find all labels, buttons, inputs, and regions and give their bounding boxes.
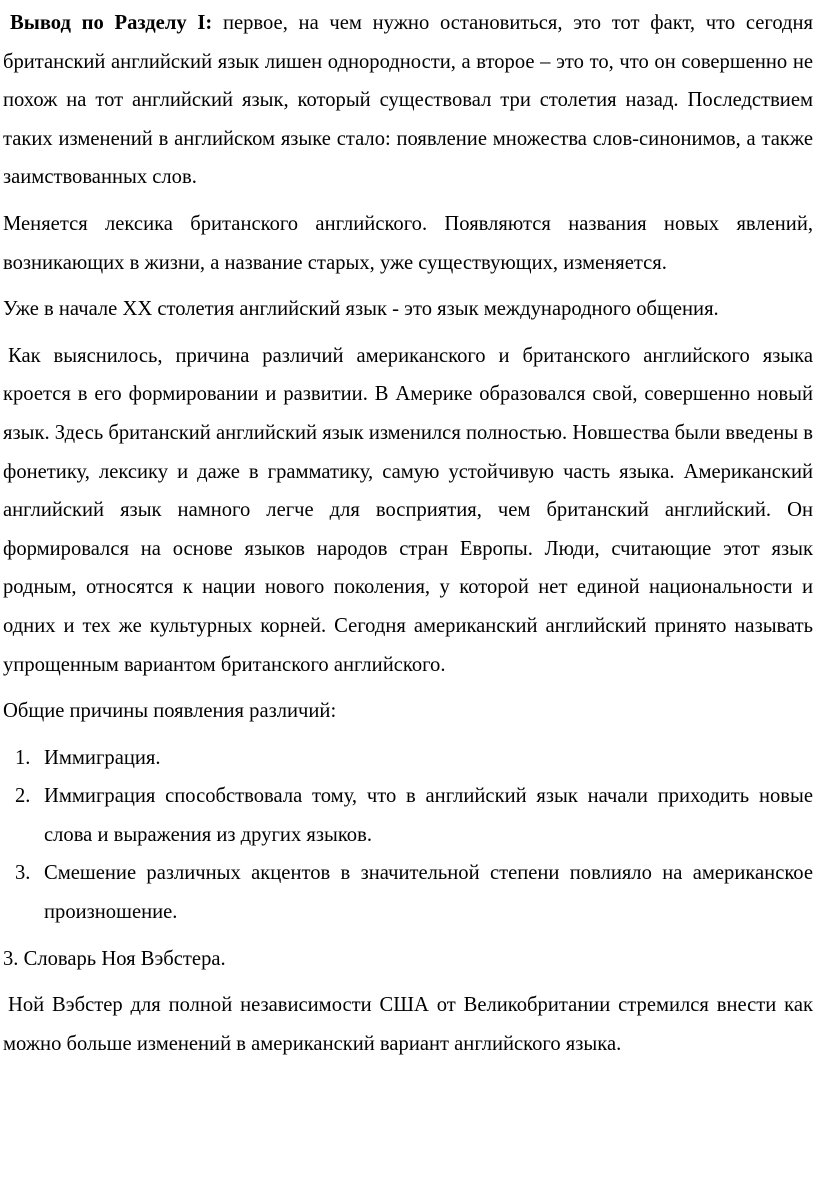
general-reasons-heading: Общие причины появления различий:	[3, 700, 337, 723]
document-page	[3, 0, 813, 1063]
xx-century-paragraph: Уже в начале XX столетия английский язык - это язык международного общения.	[3, 298, 719, 321]
differences-paragraph: Как выяснилось, причина различий американского и британского английского языка кроется в его формировании и развитии. В Америке образовался свой, совершенно новый язык. Здесь британский английский язык изменился полностью. Новшества были введены в фонетику, лексику и даже в грамматику, самую устойчивую часть языка. Американский английский язык намного легче для восприятия, чем британский английский. Он формировался на основе языков народов стран Европы. Люди, считающие этот язык родным, относятся к нации нового поколения, у которой нет единой национальности и одних и тех же культурных корней. Сегодня американский английский принято называть упрощенным вариантом британского английского.	[3, 344, 813, 676]
list-item-number: 1.	[15, 746, 31, 769]
conclusion-paragraph	[3, 0, 813, 197]
list-item	[3, 739, 813, 778]
webster-paragraph: Ной Вэбстер для полной независимости США от Великобритании стремился внести как можно больше изменений в американский вариант английского языка.	[3, 994, 813, 1055]
list-item-number: 2.	[15, 785, 31, 808]
webster-dictionary-heading: 3. Словарь Ноя Вэбстера.	[3, 947, 226, 970]
list-item-text: Иммиграция способствовала тому, что в английский язык начали приходить новые слова и выражения из других языков.	[44, 785, 813, 846]
list-item-text: Смешение различных акцентов в значительной степени повлияло на американское произношение.	[44, 862, 813, 924]
lexis-changes-paragraph: Меняется лексика британского английского. Появляются названия новых явлений, возникающих в жизни, а название старых, уже существующих, изменяется.	[3, 212, 813, 274]
list-item	[3, 777, 813, 854]
conclusion-text: первое, на чем нужно остановиться, это тот факт, что сегодня британский английский язык лишен однородности, а второе – это то, что он совершенно не похож на тот английский язык, который существовал три столетия назад. Последствием таких изменений в английском языке стало: появление множества слов-синонимов, а также заимствованных слов.	[3, 12, 813, 189]
list-item-number: 3.	[15, 862, 31, 885]
reasons-list	[3, 739, 813, 932]
list-item-text: Иммиграция.	[44, 746, 161, 769]
list-item	[3, 854, 813, 931]
conclusion-lead: Вывод по Разделу I:	[10, 12, 213, 34]
